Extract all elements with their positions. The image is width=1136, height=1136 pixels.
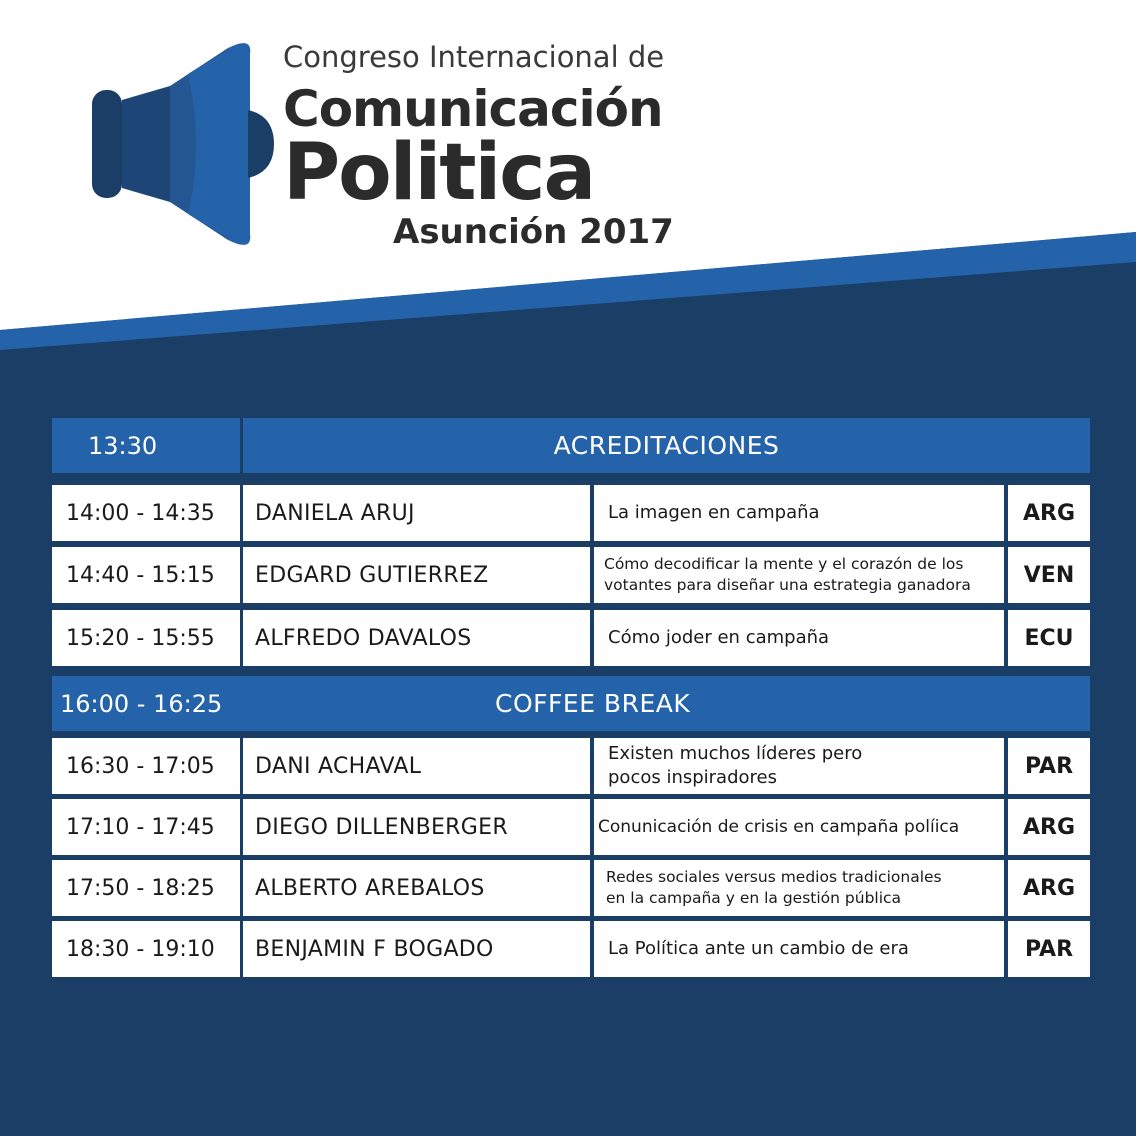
row-6-topic-line1: Redes sociales versus medios tradicionales: [606, 868, 942, 886]
row-2-country: VEN: [1008, 547, 1090, 603]
congress-title-line2: Politica: [283, 128, 595, 218]
row-2-topic-line1: Cómo decodificar la mente y el corazón de los: [604, 555, 964, 573]
row-2-speaker: EDGARD GUTIERREZ: [243, 547, 590, 603]
row-5-topic: Conunicación de crisis en campaña políica: [594, 799, 1004, 855]
row-2-topic: [594, 547, 1004, 603]
opening-label: ACREDITACIONES: [553, 431, 780, 460]
row-6-speaker: ALBERTO AREBALOS: [243, 860, 590, 916]
row-4-country: PAR: [1008, 738, 1090, 794]
break-time-cell: [52, 676, 240, 731]
row-2-time: 14:40 - 15:15: [52, 547, 240, 603]
opening-time: 13:30: [88, 431, 158, 460]
row-3-speaker: ALFREDO DAVALOS: [243, 610, 590, 666]
row-5-speaker: DIEGO DILLENBERGER: [243, 799, 590, 855]
row-4-topic: [594, 738, 1004, 794]
row-7-topic: La Política ante un cambio de era: [594, 921, 1004, 977]
megaphone-icon: [88, 38, 278, 250]
row-6-time: 17:50 - 18:25: [52, 860, 240, 916]
break-label: COFFEE BREAK: [495, 689, 691, 718]
row-6-topic-line2: en la campaña y en la gestión pública: [606, 889, 902, 907]
congress-location-year: Asunción 2017: [393, 212, 674, 252]
row-3-time: 15:20 - 15:55: [52, 610, 240, 666]
row-4-time: 16:30 - 17:05: [52, 738, 240, 794]
row-1-speaker: DANIELA ARUJ: [243, 485, 590, 541]
row-5-country: ARG: [1008, 799, 1090, 855]
row-4-topic-line1: Existen muchos líderes pero: [608, 743, 863, 764]
row-4-speaker: DANI ACHAVAL: [243, 738, 590, 794]
row-4-topic-line2: pocos inspiradores: [608, 767, 777, 788]
row-7-time: 18:30 - 19:10: [52, 921, 240, 977]
row-6-country: ARG: [1008, 860, 1090, 916]
row-7-country: PAR: [1008, 921, 1090, 977]
congress-subtitle: Congreso Internacional de: [283, 40, 665, 74]
row-3-country: ECU: [1008, 610, 1090, 666]
congress-title-line1: Comunicación: [283, 80, 663, 138]
opening-label-cell: [243, 418, 1090, 473]
row-5-time: 17:10 - 17:45: [52, 799, 240, 855]
row-2-topic-line2: votantes para diseñar una estrategia ganadora: [604, 576, 971, 594]
row-1-topic: La imagen en campaña: [594, 485, 1004, 541]
row-3-topic: Cómo joder en campaña: [594, 610, 1004, 666]
break-label-cell: [240, 676, 1090, 731]
row-1-country: ARG: [1008, 485, 1090, 541]
break-time: 16:00 - 16:25: [60, 689, 223, 718]
row-6-topic: [594, 860, 1004, 916]
row-1-time: 14:00 - 14:35: [52, 485, 240, 541]
row-7-speaker: BENJAMIN F BOGADO: [243, 921, 590, 977]
opening-time-cell: [52, 418, 240, 473]
